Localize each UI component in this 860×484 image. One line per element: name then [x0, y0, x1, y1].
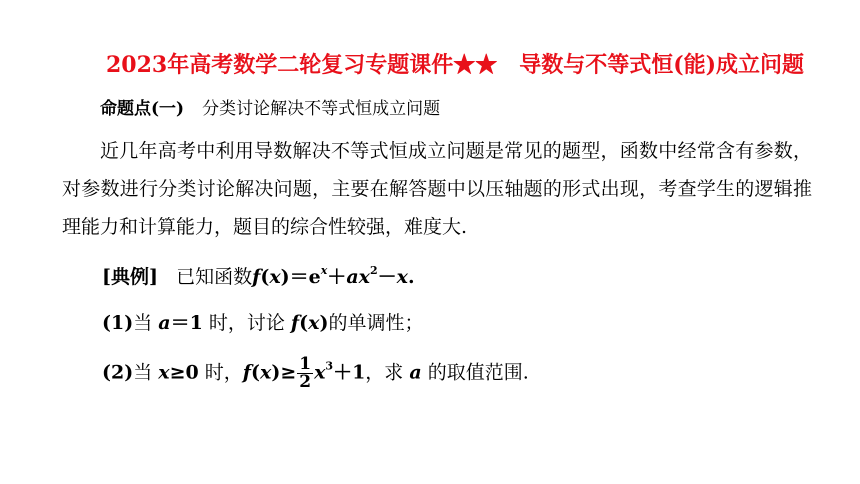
q1-text-1: 时，讨论: [208, 312, 285, 334]
section-heading: [100, 94, 440, 119]
section-label: 命题点(一): [100, 99, 185, 119]
section-text: 分类讨论解决不等式恒成立问题: [202, 99, 441, 119]
title-left: 2023年高考数学二轮复习专题课件★★: [106, 52, 498, 78]
example-statement: [102, 262, 415, 289]
exponent-x: x: [320, 264, 328, 277]
q2-var-a: a: [409, 361, 422, 384]
q2-var-x: x: [158, 361, 170, 384]
q1-paren-open: (: [299, 312, 309, 334]
var-x: x: [269, 266, 281, 288]
intro-paragraph: 近几年高考中利用导数解决不等式恒成立问题是常见的题型，函数中经常含有参数，对参数进行分类讨论解决问题，主要在解答题中以压轴题的形式出现，考查学生的逻辑推理能力和计算能力，题目的综合性较强，难度大.: [62, 140, 812, 238]
period: .: [407, 266, 415, 288]
equals-e: ＝e: [289, 266, 321, 288]
minus-sign: －: [377, 266, 397, 288]
q2-text-1: 时，: [204, 361, 243, 384]
q1-var-a: a: [158, 312, 171, 334]
q1-text-2: 的单调性；: [328, 312, 424, 334]
fraction-numerator: 1: [299, 354, 312, 374]
page-title: [106, 48, 846, 79]
fraction-denominator: 2: [299, 372, 312, 392]
q2-paren-close: ): [271, 361, 281, 384]
q2-number: (2): [102, 361, 134, 384]
title-right: 导数与不等式恒(能)成立问题: [519, 52, 805, 78]
q1-condition: ＝1: [170, 312, 203, 334]
q2-text-2: ，求: [365, 361, 404, 384]
exponent-2: 2: [369, 264, 378, 277]
q2-plus-one: ＋1: [333, 361, 366, 384]
q2-var-x2: x: [259, 361, 272, 384]
q2-var-x3: x: [314, 361, 326, 384]
q2-condition: ≥0: [169, 361, 199, 384]
paren-open: (: [260, 266, 270, 288]
var-x-end: x: [396, 266, 408, 288]
q1-func-f: f: [290, 312, 300, 334]
q2-func-f: f: [242, 361, 251, 384]
q1-paren-close: ): [319, 312, 329, 334]
q1-when: 当: [133, 312, 153, 334]
example-intro: 已知函数: [176, 266, 253, 288]
question-2: [102, 356, 529, 391]
fraction-one-half: [297, 356, 313, 391]
question-1: [102, 308, 423, 335]
plus-sign: ＋: [327, 266, 347, 288]
q1-number: (1): [102, 312, 134, 334]
q2-when: 当: [133, 361, 153, 384]
q2-text-3: 的取值范围.: [427, 361, 529, 384]
func-f: f: [252, 266, 261, 288]
example-tag: [典例]: [102, 266, 158, 288]
q1-var-x: x: [308, 312, 320, 334]
paren-close: ): [280, 266, 290, 288]
exponent-3: 3: [325, 359, 334, 373]
q2-geq: ≥: [280, 361, 297, 384]
q2-paren-open: (: [250, 361, 260, 384]
term-ax: ax: [346, 266, 370, 288]
